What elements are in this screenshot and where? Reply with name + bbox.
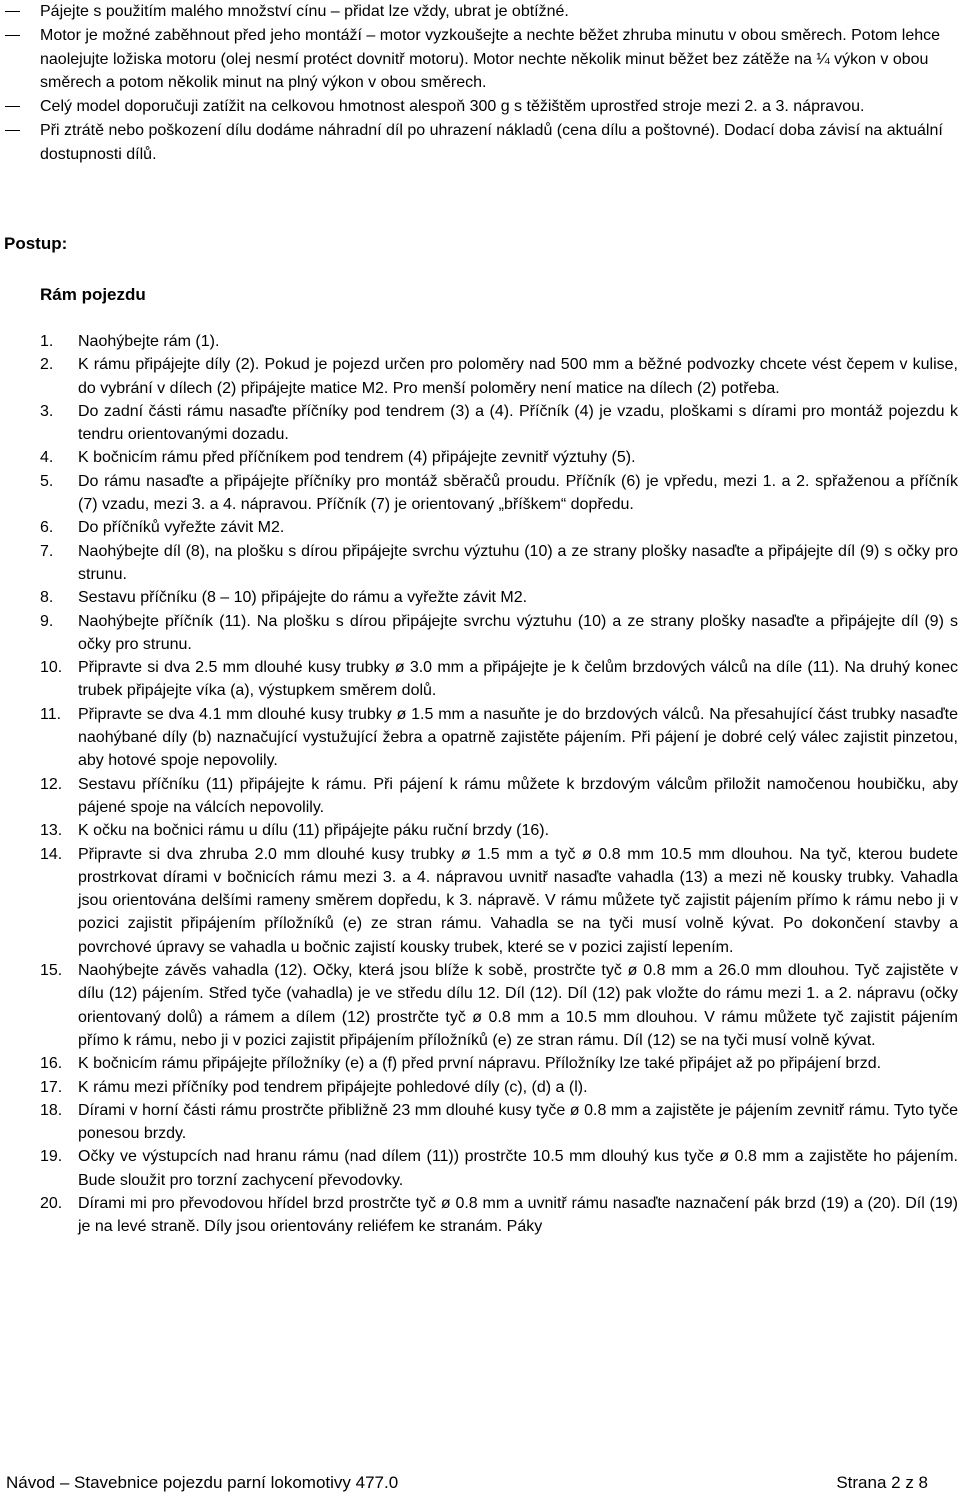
step-item [0,656,960,703]
step-text: K bočnicím rámu před příčníkem pod tendrem (4) připájejte zevnitř výztuhy (5). [78,449,636,467]
step-item [0,446,960,469]
step-number: 3. [40,402,54,420]
step-text: Sestavu příčníku (11) připájejte k rámu. Při pájení k rámu můžete k brzdovým válcům přiložit namočenou houbičku, aby pájené spoje na válcích nepovolily. [78,775,958,816]
step-text: K rámu mezi příčníky pod tendrem připájejte pohledové díly (c), (d) a (l). [78,1078,588,1096]
bullet-text: Při ztrátě nebo poškození dílu dodáme náhradní díl po uhrazení nákladů (cena dílu a poštovné). Dodací doba závisí na aktuální dostupnosti dílů. [40,121,943,163]
step-text: Dírami mi pro převodovou hřídel brzd prostrčte tyč ø 0.8 mm a uvnitř rámu nasaďte naznačení pák brzd (19) a (20). Díl (19) je na levé straně. Díly jsou orientovány reliéfem ke stranám. Páky [78,1194,958,1236]
step-text: Připravte se dva 4.1 mm dlouhé kusy trubky ø 1.5 mm a nasuňte je do brzdových válců. Na přesahující část trubky nasaďte naohýbané díly (b) naznačující vystužující žebra a opatrně zajistěte pájením. Při pájení je dobré celý válec zajistit pinzetou, aby hotové spoje nepovolily. [78,705,958,770]
step-number: 13. [40,822,63,840]
step-number: 17. [40,1078,63,1096]
step-number: 20. [40,1194,63,1212]
step-item [0,703,960,773]
step-number: 18. [40,1101,63,1119]
step-item [0,1192,960,1239]
bullet-item [0,119,960,167]
step-text: Sestavu příčníku (8 – 10) připájejte do rámu a vyřežte závit M2. [78,589,528,607]
dash-marker [5,106,20,107]
bullet-text: Pájejte s použitím malého množství cínu – přidat lze vždy, ubrat je obtížné. [40,3,569,20]
step-text: Očky ve výstupcích nad hranu rámu (nad dílem (11)) prostrčte 10.5 mm dlouhý kus tyče ø 0.8 mm a zajistěte ho pájením. Bude sloužit pro torzní zachycení převodovky. [78,1148,958,1189]
bullet-item [0,0,960,24]
bullet-text: Celý model doporučuji zatížit na celkovou hmotnost alespoň 300 g s těžištěm uprostřed stroje mezi 2. a 3. nápravou. [40,98,865,116]
step-item [0,1145,960,1192]
step-item [0,586,960,609]
step-text: Připravte si dva 2.5 mm dlouhé kusy trubky ø 3.0 mm a připájejte je k čelům brzdových válců na díle (11). Na druhý konec trubek připájejte víka (a), výstupkem směrem dolů. [78,659,958,700]
step-item [0,959,960,1052]
step-text: Naohýbejte závěs vahadla (12). Očky, která jsou blíže k sobě, prostrčte tyč ø 0.8 mm a 26.0 mm dlouhou. Tyč zajistěte v dílu (12) pájením. Střed tyče (vahadla) je ve středu dílu 12. Díl (12). Díl (12) pak vložte do rámu mezi 1. a 2. nápravu (očky orientovaný dolů) a rámem a dílem (12) prostrčte tyč ø 0.8 mm a 10.5 mm dlouhou. V rámu můžete tyč zajistit pájením přímo k rámu, nebo ji v pozici zajistit připájením příložníků (e) ze stran rámu. Díl (12) se na tyči musí volně kývat. [78,962,958,1049]
dash-marker [5,130,20,131]
subsection-heading: Rám pojezdu [40,285,146,304]
step-number: 6. [40,519,54,537]
bullet-list [0,0,960,167]
step-text: K bočnicím rámu připájejte příložníky (e) a (f) před první nápravu. Příložníky lze také připájet až po připájení brzd. [78,1055,882,1073]
step-item [0,843,960,959]
step-text: Do rámu nasaďte a připájejte příčníky pro montáž sběračů proudu. Příčník (6) je vpředu, mezi 1. a 2. spřaženou a příčník (7) vzadu, mezi 3. a 4. nápravou. Příčník (7) je orientovaný „bříškem“ dopředu. [78,472,958,514]
step-text: Do zadní části rámu nasaďte příčníky pod tendrem (3) a (4). Příčník (4) je vzadu, ploškami s dírami pro montáž pojezdu k tendru orientovanými dozadu. [78,402,958,444]
step-text: K očku na bočnici rámu u dílu (11) připájejte páku ruční brzdy (16). [78,822,550,840]
step-number: 4. [40,449,54,467]
step-number: 12. [40,775,63,793]
step-item [0,1099,960,1146]
step-item [0,470,960,517]
section-heading: Postup: [4,234,68,253]
step-text: K rámu připájejte díly (2). Pokud je pojezd určen pro poloměry nad 500 mm a běžné podvozky chcete vést čepem v kulise, do vybrání v dílech (2) připájejte matice M2. Pro menší poloměry není matice na dílech (2) potřeba. [78,356,958,397]
step-item [0,773,960,820]
step-text: Naohýbejte díl (8), na plošku s dírou připájejte svrchu výztuhu (10) a ze strany plošky nasaďte a připájejte díl (9) s očky pro strunu. [78,542,958,583]
step-item [0,353,960,400]
step-number: 16. [40,1055,63,1073]
page-number: Strana 2 z 8 [836,1473,928,1492]
step-number: 10. [40,659,63,677]
step-item [0,540,960,587]
step-number: 1. [40,333,54,350]
step-item [0,330,960,353]
footer-title: Návod – Stavebnice pojezdu parní lokomotivy 477.0 [6,1473,399,1492]
step-text: Do příčníků vyřežte závit M2. [78,519,285,537]
step-text: Připravte si dva zhruba 2.0 mm dlouhé kusy trubky ø 1.5 mm a tyč ø 0.8 mm 10.5 mm dlouhou. Na tyč, kterou budete prostrkovat dírami v bočnicích rámu mezi 3. a 4. nápravou uvnitř nasaďte vahadla (13) a mezi ně kousky trubky. Vahadla jsou orientována delšími rameny směrem dopředu, k 3. nápravě. V rámu můžete tyč zajistit pájením přímo k rámu nebo ji v pozici zajistit připájením příložníků (e) ze stran rámu. Vahadla se na tyči musí volně kývat. Po dokončení stavby a povrchové úpravy se vahadla u bočnic zajistí kousky trubek, které se v pozici zajistí lepením. [78,845,958,956]
step-text: Dírami v horní části rámu prostrčte přibližně 23 mm dlouhé kusy tyče ø 0.8 mm a zajistěte je pájením zevnitř rámu. Tyto tyče ponesou brzdy. [78,1101,958,1143]
step-number: 9. [40,612,54,630]
bullet-item [0,24,960,95]
step-number: 14. [40,845,63,863]
step-item [0,610,960,657]
step-item [0,1052,960,1075]
bullet-item [0,95,960,119]
step-item [0,516,960,539]
step-text: Naohýbejte příčník (11). Na plošku s dírou připájejte svrchu výztuhu (10) a ze strany plošky nasaďte a připájejte díl (9) s očky pro strunu. [78,612,958,653]
step-number: 7. [40,542,54,560]
dash-marker [5,11,20,12]
steps-list [0,330,960,1239]
step-item [0,1076,960,1099]
step-number: 15. [40,962,63,980]
step-number: 5. [40,472,54,490]
step-number: 11. [40,705,62,723]
step-item [0,819,960,842]
step-text: Naohýbejte rám (1). [78,333,220,350]
step-number: 2. [40,356,54,374]
step-number: 19. [40,1148,63,1166]
bullet-text: Motor je možné zaběhnout před jeho montáží – motor vyzkoušejte a nechte běžet zhruba minutu v obou směrech. Potom lehce naolejujte ložiska motoru (olej nesmí protéct dovnitř motoru). Motor nechte několik minut běžet bez zátěže na ¼ výkon v obou směrech a potom několik minut na plný výkon v obou směrech. [40,26,941,92]
step-number: 8. [40,589,54,607]
dash-marker [5,35,20,36]
page-footer [0,1472,960,1494]
step-item [0,400,960,447]
